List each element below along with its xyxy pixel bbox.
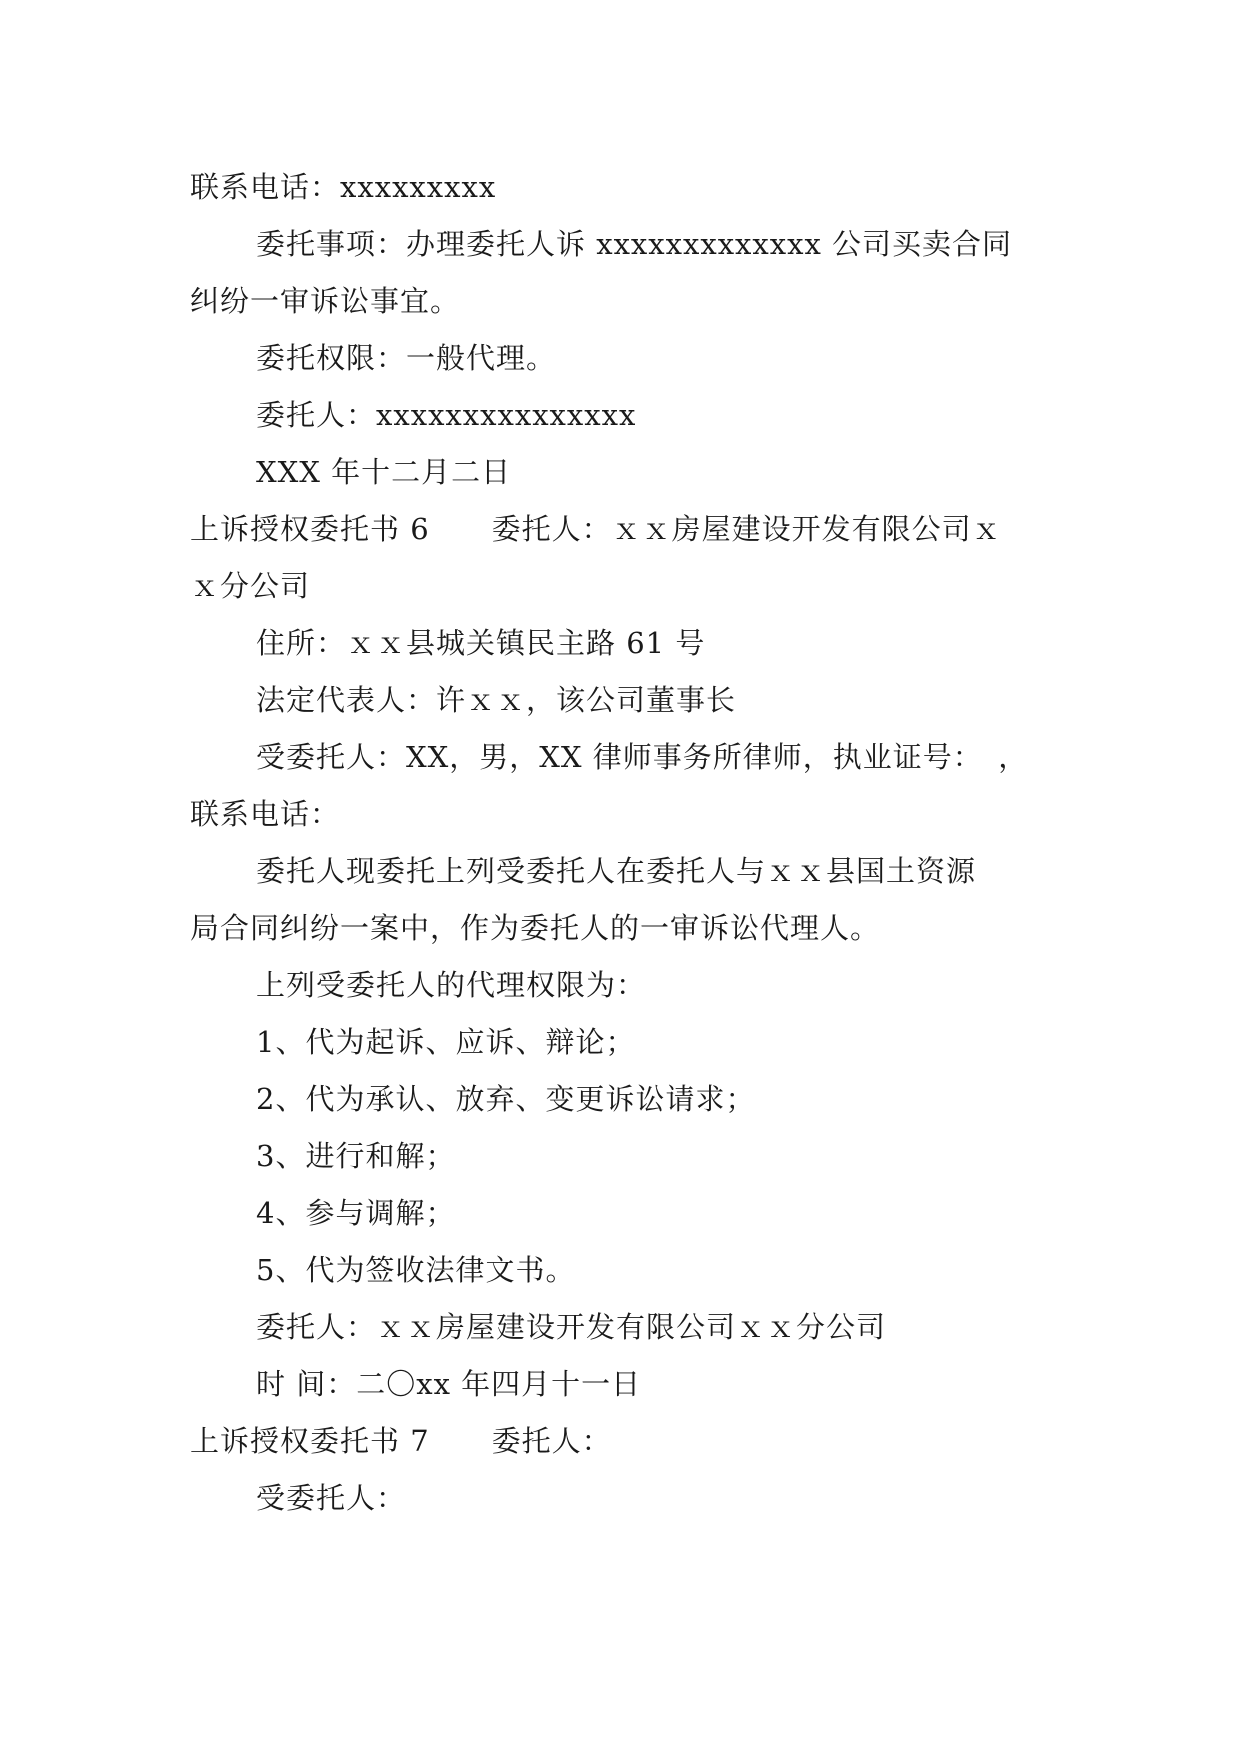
- authority-item-3: 3、进行和解；: [256, 1139, 456, 1173]
- section-7-principal: 委托人：: [491, 1424, 612, 1458]
- section-6-title: 上诉授权委托书 6: [190, 512, 430, 546]
- section-6-principal: 委托人：ｘｘ房屋建设开发有限公司ｘ: [491, 512, 1002, 546]
- section-6-principal-continuation: ｘ分公司: [190, 569, 311, 603]
- authority-heading-line: 上列受委托人的代理权限为：: [256, 968, 647, 1002]
- signature-principal-line: 委托人：ｘｘ房屋建设开发有限公司ｘｘ分公司: [256, 1310, 887, 1344]
- address-line: 住所：ｘｘ县城关镇民主路 61 号: [256, 626, 706, 660]
- entrusted-matter-line: 委托事项：办理委托人诉 xxxxxxxxxxxxx 公司买卖合同: [256, 227, 1013, 261]
- legal-representative-line: 法定代表人：许ｘｘ，该公司董事长: [256, 683, 737, 717]
- agent-line: 受委托人：XX，男，XX 律师事务所律师，执业证号： ，: [256, 740, 1029, 774]
- date-line: XXX 年十二月二日: [256, 455, 512, 489]
- entrustment-statement-continuation: 局合同纠纷一案中，作为委托人的一审诉讼代理人。: [190, 911, 881, 945]
- section-7-heading-line: [190, 1421, 1070, 1461]
- authority-item-2: 2、代为承认、放弃、变更诉讼请求；: [256, 1082, 756, 1116]
- entrustment-statement-line: 委托人现委托上列受委托人在委托人与ｘｘ县国土资源: [256, 854, 977, 888]
- principal-line: 委托人：xxxxxxxxxxxxxxx: [256, 398, 637, 432]
- section-6-heading-line: [190, 509, 1070, 549]
- authority-scope-line: 委托权限：一般代理。: [256, 341, 557, 375]
- authority-item-4: 4、参与调解；: [256, 1196, 456, 1230]
- authority-item-5: 5、代为签收法律文书。: [256, 1253, 576, 1287]
- entrusted-matter-continuation: 纠纷一审诉讼事宜。: [190, 284, 461, 318]
- signature-date-line: 时 间：二〇xx 年四月十一日: [256, 1367, 642, 1401]
- authority-item-1: 1、代为起诉、应诉、辩论；: [256, 1025, 636, 1059]
- section-7-agent-line: 受委托人：: [256, 1481, 407, 1515]
- agent-contact-line: 联系电话：: [190, 797, 341, 831]
- section-7-title: 上诉授权委托书 7: [190, 1424, 430, 1458]
- contact-phone-line: 联系电话：xxxxxxxxx: [190, 170, 497, 204]
